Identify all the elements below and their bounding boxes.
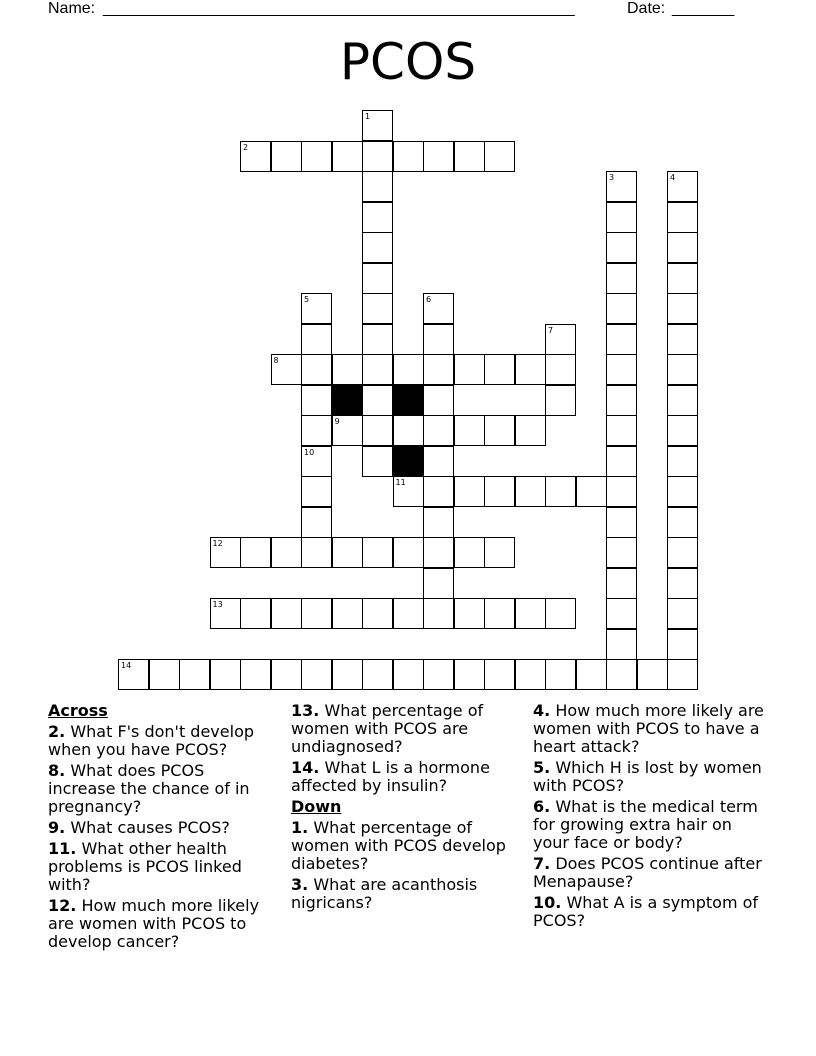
across-heading: Across [48,701,108,720]
clue-text: What A is a symptom of PCOS? [533,893,759,930]
crossword-cell[interactable] [393,598,424,629]
crossword-cell[interactable] [301,354,332,385]
crossword-cell[interactable] [362,598,393,629]
clue-down-1 [291,819,516,873]
crossword-cell[interactable] [454,354,485,385]
clue-text: What L is a hormone affected by insulin? [291,758,490,795]
clue-across-2 [48,723,273,759]
crossword-cell[interactable] [149,659,180,690]
clue-number: 9. [48,818,66,837]
crossword-cell[interactable] [667,324,698,355]
crossword-cell[interactable] [210,537,241,568]
crossword-cell[interactable] [606,598,637,629]
crossword-cell[interactable] [301,446,332,477]
clue-number: 14. [291,758,320,777]
crossword-cell[interactable] [454,141,485,172]
crossword-cell[interactable] [423,354,454,385]
crossword-cell[interactable] [271,141,302,172]
crossword-cell[interactable] [454,476,485,507]
crossword-cell[interactable] [240,537,271,568]
clue-number: 7. [533,854,551,873]
cell-number: 7 [548,325,554,335]
crossword-cell[interactable] [484,476,515,507]
cell-number: 11 [395,478,406,487]
cell-number: 1 [365,112,371,121]
crossword-cell[interactable] [484,537,515,568]
crossword-cell[interactable] [423,141,454,172]
clue-number: 10. [533,893,562,912]
date-label: Date: [627,0,666,17]
crossword-cell[interactable] [362,385,393,416]
cell-number: 4 [670,173,676,182]
cell-number: 12 [212,539,223,548]
cell-number: 5 [304,295,310,304]
crossword-cell[interactable] [301,476,332,507]
crossword-cell[interactable] [362,415,393,446]
crossword-cell[interactable] [637,659,668,690]
crossword-cell[interactable] [301,324,332,355]
crossword-cell[interactable] [301,385,332,416]
crossword-cell[interactable] [362,263,393,294]
clue-number: 12. [48,896,77,915]
crossword-cell[interactable] [362,141,393,172]
crossword-cell[interactable] [362,293,393,324]
name-field[interactable]: _____________________________________________________ [103,0,575,17]
crossword-cell[interactable] [515,354,546,385]
crossword-cell[interactable] [667,507,698,538]
crossword-cell[interactable] [515,598,546,629]
crossword-cell[interactable] [667,385,698,416]
clue-text: What are acanthosis nigricans? [291,875,478,912]
clue-across-9 [48,819,273,837]
down-heading: Down [291,797,342,816]
crossword-cell[interactable] [423,568,454,599]
clue-text: What F's don't develop when you have PCOS? [48,722,255,759]
cell-number: 6 [426,295,432,304]
crossword-cell[interactable] [362,232,393,263]
crossword-cell[interactable] [210,598,241,629]
crossword-cell[interactable] [606,263,637,294]
clue-number: 11. [48,839,77,858]
clue-number: 13. [291,701,320,720]
clue-text: Does PCOS continue after Menapause? [533,854,762,891]
crossword-cell[interactable] [667,476,698,507]
crossword-cell[interactable] [454,537,485,568]
crossword-cell[interactable] [332,598,363,629]
crossword-cell[interactable] [484,598,515,629]
crossword-cell[interactable] [393,354,424,385]
crossword-cell[interactable] [515,415,546,446]
crossword-cell[interactable] [301,598,332,629]
crossword-cell[interactable] [423,476,454,507]
crossword-cell[interactable] [606,202,637,233]
crossword-cell[interactable] [667,629,698,660]
crossword-cell[interactable] [667,598,698,629]
crossword-cell[interactable] [545,354,576,385]
clue-across-8 [48,762,273,816]
clue-across-14 [291,759,516,795]
crossword-cell[interactable] [576,659,607,690]
clue-number: 3. [291,875,309,894]
crossword-cell[interactable] [667,568,698,599]
crossword-cell[interactable] [362,446,393,477]
crossword-cell[interactable] [515,659,546,690]
crossword-cell[interactable] [545,659,576,690]
crossword-cell[interactable] [393,141,424,172]
cell-number: 14 [121,661,132,670]
crossword-cell[interactable] [484,354,515,385]
clue-number: 8. [48,761,66,780]
crossword-cell[interactable] [423,324,454,355]
crossword-cell[interactable] [332,415,363,446]
crossword-cell[interactable] [454,415,485,446]
crossword-cell[interactable] [667,202,698,233]
crossword-cell[interactable] [667,354,698,385]
crossword-cell[interactable] [606,232,637,263]
cell-number: 2 [243,142,249,152]
crossword-cell[interactable] [667,263,698,294]
clue-text: What percentage of women with PCOS are undiagnosed? [291,701,484,756]
name-label: Name: [48,0,96,17]
clue-text: What is the medical term for growing extra hair on your face or body? [533,797,758,852]
crossword-cell[interactable] [423,293,454,324]
crossword-cell[interactable] [362,659,393,690]
crossword-cell[interactable] [454,659,485,690]
cell-number: 9 [334,417,340,426]
crossword-cell[interactable] [606,568,637,599]
crossword-cell[interactable] [606,537,637,568]
crossword-cell[interactable] [545,598,576,629]
crossword-cell[interactable] [362,202,393,233]
crossword-cell[interactable] [515,476,546,507]
crossword-cell[interactable] [545,324,576,355]
clues-column-1 [48,702,273,954]
cell-number: 8 [273,356,279,365]
crossword-cell[interactable] [423,385,454,416]
crossword-cell[interactable] [667,171,698,202]
crossword-cell[interactable] [118,659,149,690]
clue-text: What percentage of women with PCOS develop diabetes? [291,818,506,873]
crossword-cell[interactable] [332,659,363,690]
page-title: PCOS [339,33,477,91]
crossword-cell[interactable] [423,415,454,446]
clue-number: 5. [533,758,551,777]
clue-across-11 [48,840,273,894]
crossword-cell[interactable] [606,324,637,355]
crossword-cell[interactable] [484,141,515,172]
cell-number: 13 [212,600,223,609]
date-field[interactable]: _______ [672,0,735,17]
clue-across-13 [291,702,516,756]
clue-down-4 [533,702,768,756]
clue-text: How much more likely are women with PCOS to develop cancer? [48,896,260,951]
clue-down-10 [533,894,768,930]
crossword-cell[interactable] [606,385,637,416]
crossword-cell[interactable] [240,598,271,629]
crossword-cell[interactable] [179,659,210,690]
crossword-cell[interactable] [667,659,698,690]
crossword-cell[interactable] [606,476,637,507]
crossword-cell[interactable] [271,598,302,629]
crossword-cell[interactable] [667,232,698,263]
crossword-cell[interactable] [423,659,454,690]
crossword-cell[interactable] [606,354,637,385]
crossword-cell[interactable] [484,659,515,690]
clue-number: 6. [533,797,551,816]
crossword-cell[interactable] [332,537,363,568]
crossword-cell[interactable] [484,415,515,446]
crossword-cell[interactable] [667,446,698,477]
crossword-cell[interactable] [301,507,332,538]
clue-text: How much more likely are women with PCOS to have a heart attack? [533,701,764,756]
black-square [332,385,363,416]
crossword-cell[interactable] [240,141,271,172]
crossword-cell[interactable] [667,415,698,446]
clue-text: What causes PCOS? [70,818,230,837]
clues-column-3 [533,702,768,933]
clue-text: Which H is lost by women with PCOS? [533,758,762,795]
crossword-cell[interactable] [301,659,332,690]
crossword-cell[interactable] [423,537,454,568]
clue-number: 2. [48,722,66,741]
crossword-cell[interactable] [271,354,302,385]
crossword-cell[interactable] [393,415,424,446]
clue-number: 1. [291,818,309,837]
crossword-cell[interactable] [301,415,332,446]
crossword-cell[interactable] [423,598,454,629]
clue-down-3 [291,876,516,912]
cell-number: 3 [609,173,615,182]
clue-down-6 [533,798,768,852]
crossword-cell[interactable] [606,629,637,660]
crossword-cell[interactable] [606,171,637,202]
crossword-cell[interactable] [606,446,637,477]
black-square [393,446,424,477]
crossword-cell[interactable] [301,141,332,172]
clue-down-5 [533,759,768,795]
clue-text: What does PCOS increase the chance of in pregnancy? [48,761,250,816]
crossword-cell[interactable] [362,110,393,141]
crossword-cell[interactable] [332,354,363,385]
crossword-cell[interactable] [545,476,576,507]
crossword-cell[interactable] [301,293,332,324]
crossword-cell[interactable] [393,537,424,568]
crossword-cell[interactable] [423,446,454,477]
crossword-cell[interactable] [362,324,393,355]
cell-number: 10 [304,447,315,457]
black-square [393,385,424,416]
crossword-cell[interactable] [423,507,454,538]
crossword-cell[interactable] [606,507,637,538]
clues-column-2 [291,702,516,915]
crossword-cell[interactable] [606,659,637,690]
clue-text: What other health problems is PCOS linked with? [48,839,242,894]
crossword-cell[interactable] [271,659,302,690]
crossword-cell[interactable] [545,385,576,416]
crossword-cell[interactable] [576,476,607,507]
crossword-cell[interactable] [606,293,637,324]
crossword-cell[interactable] [606,415,637,446]
crossword-cell[interactable] [210,659,241,690]
clue-across-12 [48,897,273,951]
clue-number: 4. [533,701,551,720]
crossword-cell[interactable] [667,293,698,324]
clue-down-7 [533,855,768,891]
crossword-cell[interactable] [454,598,485,629]
crossword-cell[interactable] [271,537,302,568]
crossword-cell[interactable] [393,476,424,507]
crossword-cell[interactable] [362,354,393,385]
crossword-cell[interactable] [240,659,271,690]
crossword-cell[interactable] [393,659,424,690]
crossword-cell[interactable] [332,141,363,172]
crossword-cell[interactable] [362,171,393,202]
crossword-cell[interactable] [301,537,332,568]
crossword-cell[interactable] [667,537,698,568]
crossword-cell[interactable] [362,537,393,568]
